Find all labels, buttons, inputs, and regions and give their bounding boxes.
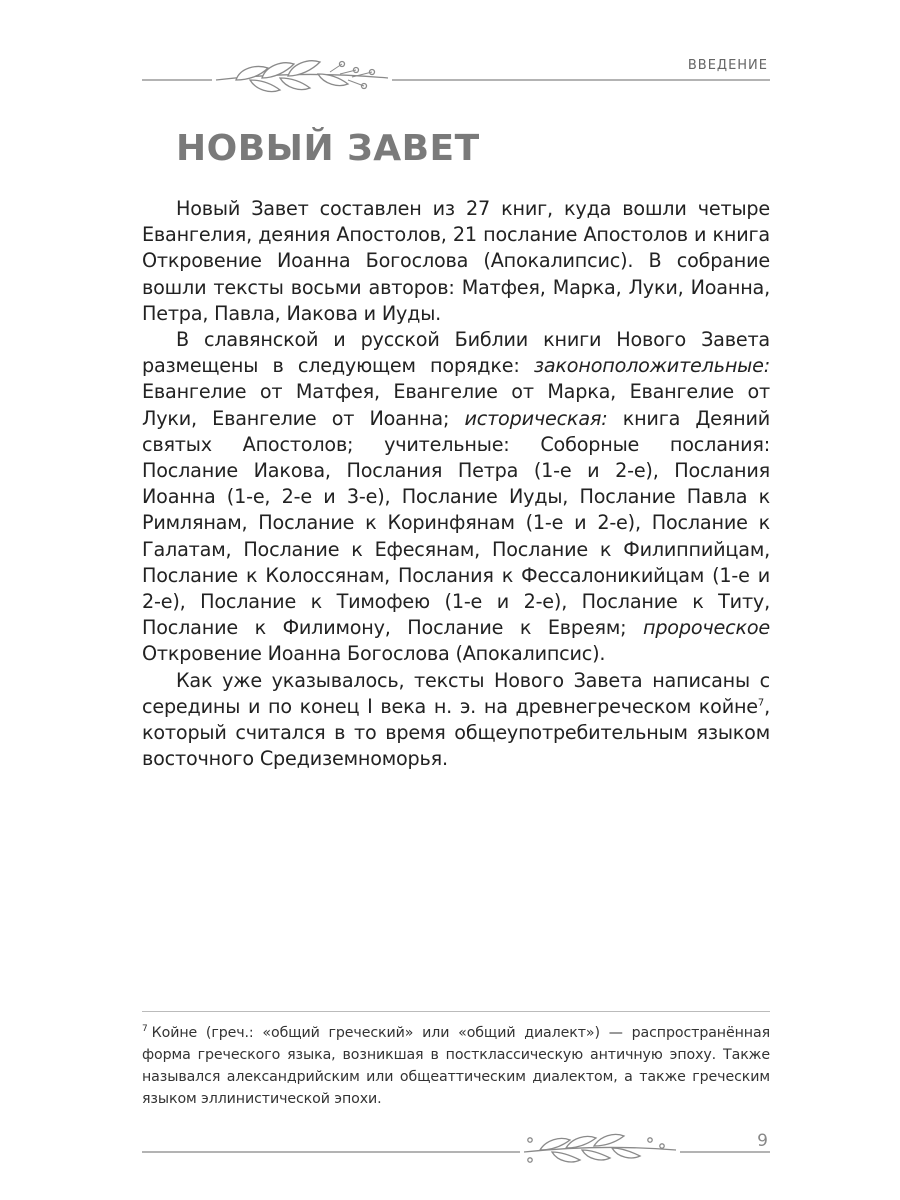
paragraph-2-italic-1: законоположительные: bbox=[533, 354, 770, 378]
paragraph-3-text: Как уже указывалось, тексты Нового Завета написаны с середины и по конец I века н. э. на древнегреческом койне bbox=[142, 668, 770, 718]
paragraph-2 bbox=[142, 327, 770, 668]
footnote-text: Койне (греч.: «общий греческий» или «общий диалект») — распространённая форма греческого языка, возникшая в постклассическую античную эпоху. Также назывался александрийским или общеаттическим диалектом, а также греческим языком эллинистической эпохи. bbox=[142, 1025, 770, 1107]
paragraph-3-tail: , который считался в то время общеупотребительным языком восточного Средиземноморья. bbox=[142, 694, 770, 771]
footnote bbox=[142, 1022, 770, 1110]
paragraph-2-text-1: В славянской и русской Библии книги Нового Завета размещены в следующем порядке: bbox=[142, 328, 770, 378]
footnote-mark: 7 bbox=[142, 1024, 148, 1035]
paragraph-2-text-2: Евангелие от Матфея, Евангелие от Марка, Евангелие от Луки, Евангелие от Иоанна; bbox=[142, 380, 770, 430]
footnote-divider bbox=[142, 1011, 770, 1012]
paragraph-2-text-4: Откровение Иоанна Богослова (Апокалипсис). bbox=[142, 642, 606, 666]
paragraph-2-text-3: книга Деяний святых Апостолов; учительные: Соборные послания: Послание Иакова, Послания Петра (1-е и 2-е), Послания Иоанна (1-е, 2-е и 3-е), Послание Иуды, Послание Павла к Римлянам, Послание к Коринфянам (1-е и 2-е), Послание к Галатам, Послание к Ефесянам, Послание к Филиппийцам, Послание к Колоссянам, Послания к Фессалоникийцам (1-е и 2-е), Послание к Тимофею (1-е и 2-е), Послание к Титу, Послание к Филимону, Послание к Евреям; bbox=[142, 406, 770, 640]
paragraph-2-italic-3: пророческое bbox=[642, 616, 770, 640]
running-header-section: ВВЕДЕНИЕ bbox=[687, 58, 768, 73]
header-laurel-ornament bbox=[0, 0, 900, 110]
chapter-title: НОВЫЙ ЗАВЕТ bbox=[176, 128, 480, 169]
paragraph-3 bbox=[142, 668, 770, 773]
page-number: 9 bbox=[757, 1131, 768, 1151]
body-text bbox=[142, 196, 770, 772]
footnote-reference[interactable]: 7 bbox=[757, 697, 765, 709]
paragraph-1: Новый Завет составлен из 27 книг, куда вошли четыре Евангелия, деяния Апостолов, 21 послание Апостолов и книга Откровение Иоанна Богослова (Апокалипсис). В собрание вошли тексты восьми авторов: Матфея, Марка, Луки, Иоанна, Петра, Павла, Иакова и Иуды. bbox=[142, 197, 770, 325]
paragraph-2-italic-2: историческая: bbox=[464, 406, 608, 430]
